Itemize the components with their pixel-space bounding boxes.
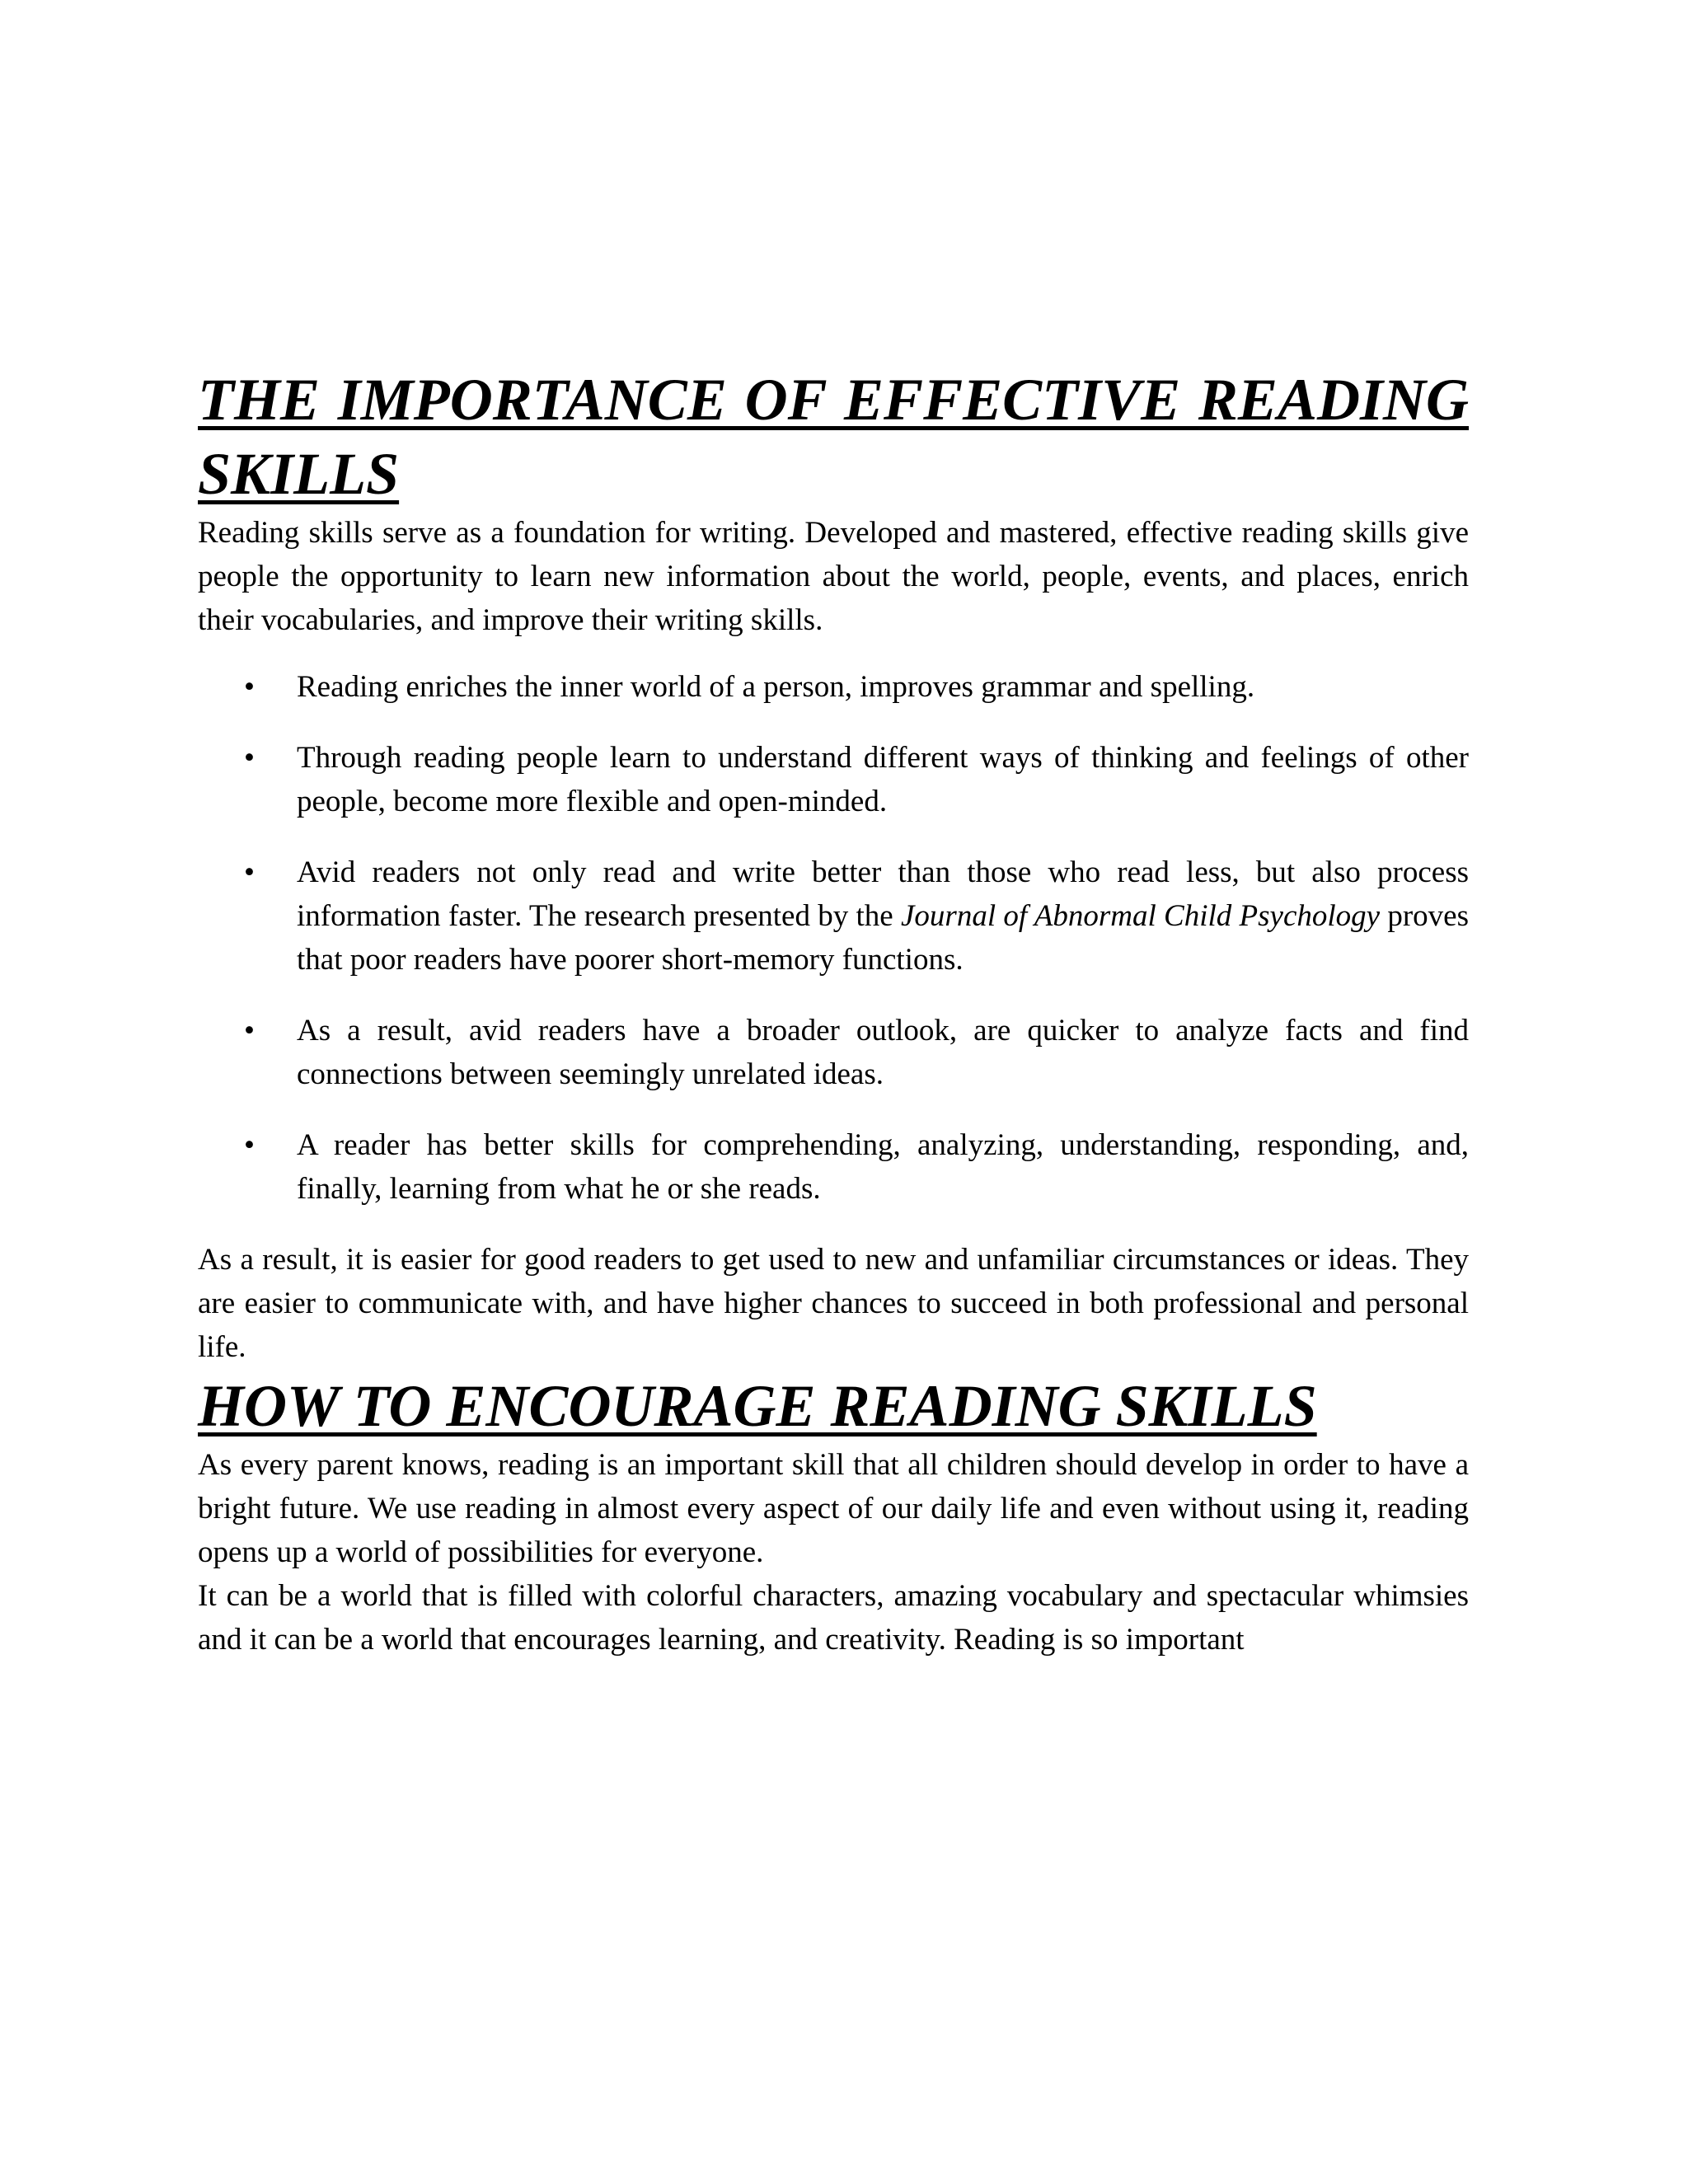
bullet-text: As a result, avid readers have a broader outlook, are quicker to analyze facts and find connections between seemingly unrelated ideas. [297,1014,1469,1091]
benefits-bullet-list [198,665,1469,1211]
bullet-item [198,736,1469,823]
journal-title: Journal of Abnormal Child Psychology [901,899,1381,933]
encourage-paragraph-1: As every parent knows, reading is an important skill that all children should develop in order to have a bright future. We use reading in almost every aspect of our daily life and even without using it, reading opens up a world of possibilities for everyone. [198,1448,1469,1569]
bullet-icon: • [244,670,255,704]
bullet-icon: • [244,1128,255,1162]
bullet-item [198,665,1469,709]
bullet-icon: • [244,1014,255,1047]
conclusion-paragraph: As a result, it is easier for good readers to get used to new and unfamiliar circumstances or ideas. They are easier to communicate with, and have higher chances to succeed in both professional and personal life. [198,1243,1469,1364]
document-page [198,363,1469,1661]
bullet-item [198,1009,1469,1096]
bullet-text: A reader has better skills for comprehending, analyzing, understanding, responding, and, finally, learning from what he or she reads. [297,1128,1469,1206]
bullet-text: Reading enriches the inner world of a person, improves grammar and spelling. [297,670,1255,704]
bullet-item [198,851,1469,982]
bullet-item [198,1123,1469,1211]
section-heading-encourage: HOW TO ENCOURAGE READING SKILLS [198,1373,1317,1439]
section-heading-importance: THE IMPORTANCE OF EFFECTIVE READING SKILLS [198,367,1469,507]
encourage-paragraph-2: It can be a world that is filled with colorful characters, amazing vocabulary and spectacular whimsies and it can be a world that encourages learning, and creativity. Reading is so important [198,1579,1469,1657]
bullet-icon: • [244,855,255,889]
bullet-text-start: Avid readers not only read and write better than those who read less, but also process information faster. The research presented by the [297,855,1469,933]
bullet-text: Through reading people learn to understand different ways of thinking and feelings of other people, become more flexible and open-minded. [297,741,1469,818]
bullet-text-end: proves that poor readers have poorer short-memory functions. [297,899,1469,977]
bullet-icon: • [244,741,255,775]
intro-paragraph: Reading skills serve as a foundation for writing. Developed and mastered, effective reading skills give people the opportunity to learn new information about the world, people, events, and places, enrich their vocabularies, and improve their writing skills. [198,516,1469,637]
